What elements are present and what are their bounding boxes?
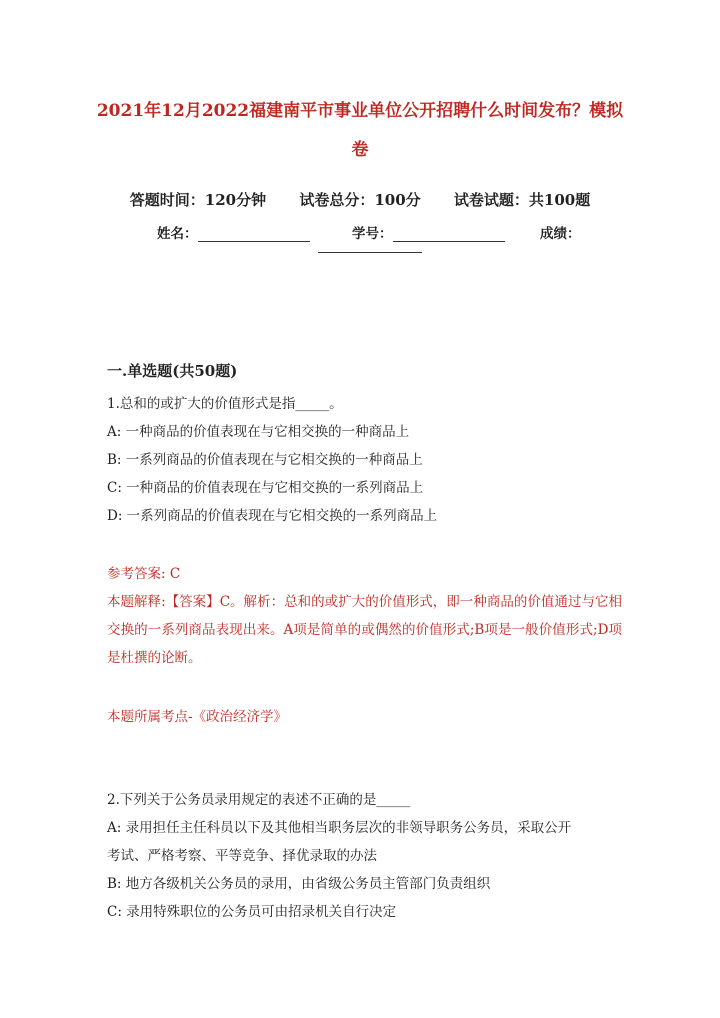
q1-answer: 参考答案: C: [107, 566, 181, 582]
q2-option-a-line1: A: 录用担任主任科员以下及其他相当职务层次的非领导职务公务员，采取公开: [107, 820, 572, 836]
q2-option-a-line2: 考试、严格考察、平等竞争、择优录取的办法: [107, 848, 377, 864]
q1-option-a: A: 一种商品的价值表现在与它相交换的一种商品上: [107, 424, 410, 440]
name-blank: [198, 227, 310, 242]
id-field: [352, 222, 505, 242]
score-blank: [318, 252, 422, 253]
q1-explanation: 本题解释:【答案】C。解析：总和的或扩大的价值形式，即一种商品的价值通过与它相交换的一系列商品表现出来。A项是简单的或偶然的价值形式;B项是一般价值形式;D项是杜撰的论断。: [107, 594, 622, 666]
q2-option-b: B: 地方各级机关公务员的录用，由省级公务员主管部门负责组织: [107, 876, 491, 892]
name-label: 姓名：: [157, 226, 198, 242]
q1-topic: 本题所属考点-《政治经济学》: [107, 709, 288, 725]
exam-total-score: 试卷总分：100分: [299, 191, 421, 209]
id-label: 学号：: [352, 226, 393, 242]
q1-option-b: B: 一系列商品的价值表现在与它相交换的一种商品上: [107, 452, 423, 468]
q1-option-c: C: 一种商品的价值表现在与它相交换的一系列商品上: [107, 480, 424, 496]
name-field: [157, 222, 310, 242]
score-field: [540, 222, 581, 242]
section-heading: 一.单选题(共50题): [107, 362, 238, 380]
exam-question-count: 试卷试题：共100题: [453, 191, 591, 209]
q2-stem: 2.下列关于公务员录用规定的表述不正确的是_____: [107, 792, 411, 808]
q1-option-d: D: 一系列商品的价值表现在与它相交换的一系列商品上: [107, 508, 438, 524]
page-title: 2021年12月2022福建南平市事业单位公开招聘什么时间发布？模拟卷: [96, 101, 624, 160]
id-blank: [393, 227, 505, 242]
exam-info: [0, 190, 720, 210]
q1-stem: 1.总和的或扩大的价值形式是指_____。: [107, 396, 343, 412]
q2-option-c: C: 录用特殊职位的公务员可由招录机关自行决定: [107, 904, 397, 920]
exam-time: 答题时间：120分钟: [129, 191, 267, 209]
score-label: 成绩：: [540, 226, 581, 242]
